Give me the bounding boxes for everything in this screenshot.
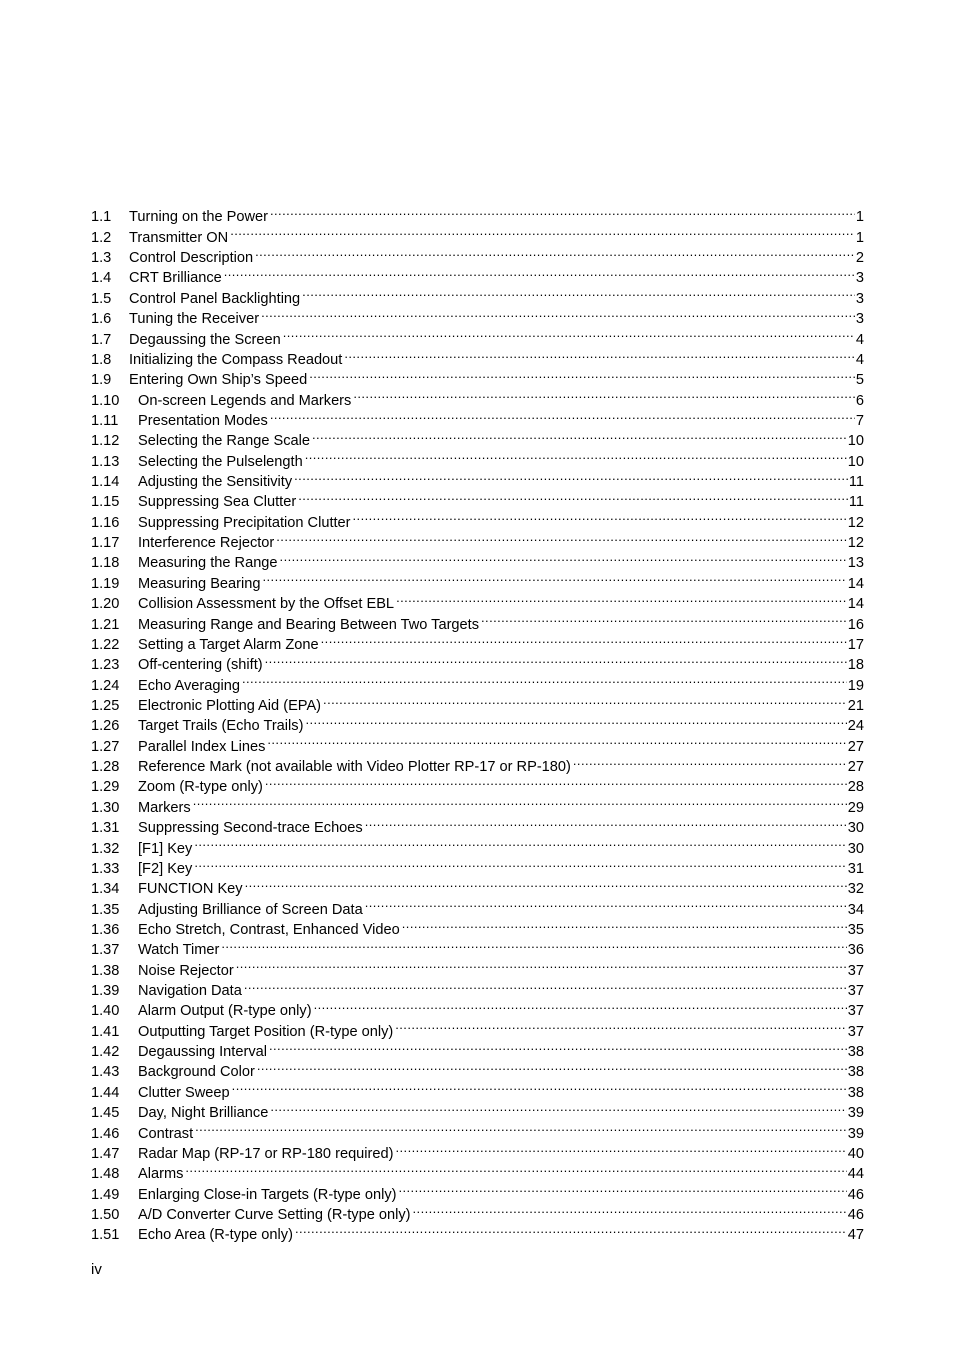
toc-dot-leader [222,262,855,282]
toc-entry-title: Enlarging Close-in Targets (R-type only) [138,1186,397,1203]
toc-dot-leader [261,567,847,587]
toc-entry[interactable] [91,1138,864,1162]
toc-dot-leader [479,608,847,628]
toc-entry-page: 3 [855,290,864,307]
toc-entry-page: 44 [847,1166,864,1183]
toc-entry-number: 1.5 [91,290,112,307]
toc-entry-page: 37 [847,962,864,979]
toc-entry-page: 1 [855,209,864,226]
toc-entry-page: 6 [855,392,864,409]
toc-dot-leader [228,221,855,241]
table-of-contents [91,201,864,1244]
toc-dot-leader [293,1219,847,1239]
toc-entry-title: Day, Night Brilliance [138,1105,269,1122]
toc-entry-page: 39 [847,1125,864,1142]
toc-entry-title: Transmitter ON [129,229,229,246]
toc-entry-number: 1.49 [91,1186,120,1203]
toc-entry[interactable] [91,1178,864,1203]
toc-dot-leader [192,832,846,852]
toc-entry-number: 1.34 [91,881,120,898]
toc-entry-title: Alarm Output (R-type only) [138,1003,312,1020]
toc-entry-number: 1.7 [91,331,112,348]
toc-entry[interactable] [91,791,864,816]
toc-dot-leader [265,730,846,750]
toc-dot-leader [243,873,847,893]
toc-entry-page: 10 [847,453,864,470]
toc-entry-number: 1.12 [91,433,120,450]
toc-entry-number: 1.16 [91,514,120,531]
toc-entry-page: 37 [847,1003,864,1020]
toc-entry-number: 1.1 [91,209,112,226]
toc-entry-title: Measuring the Range [138,555,278,572]
toc-entry-page: 10 [847,433,864,450]
toc-entry[interactable] [91,832,864,857]
toc-entry-page: 3 [855,311,864,328]
toc-dot-leader [263,771,847,791]
toc-entry-title: FUNCTION Key [138,881,243,898]
toc-entry-number: 1.10 [91,392,120,409]
toc-entry-number: 1.47 [91,1145,120,1162]
toc-entry-title: Parallel Index Lines [138,738,266,755]
toc-dot-leader [321,690,847,710]
toc-entry-title: Markers [138,799,191,816]
toc-entry-number: 1.41 [91,1023,120,1040]
toc-entry-page: 19 [847,677,864,694]
toc-dot-leader [268,405,855,425]
toc-entry-page: 11 [848,494,864,511]
toc-entry-title: Outputting Target Position (R-type only) [138,1023,394,1040]
toc-entry-number: 1.28 [91,759,120,776]
toc-entry-title: Entering Own Ship’s Speed [129,372,308,389]
toc-entry-page: 12 [847,514,864,531]
toc-entry-title: Clutter Sweep [138,1084,230,1101]
toc-dot-leader [242,975,847,995]
toc-entry[interactable] [91,873,864,898]
toc-entry-title: Echo Stretch, Contrast, Enhanced Video [138,921,400,938]
toc-entry-page: 38 [847,1084,864,1101]
toc-entry-title: Turning on the Power [129,209,268,226]
toc-entry-title: Initializing the Compass Readout [129,351,343,368]
toc-entry-title: Control Description [129,250,254,267]
toc-entry-page: 36 [847,942,864,959]
toc-entry-title: Tuning the Receiver [129,311,260,328]
toc-entry-number: 1.46 [91,1125,120,1142]
toc-entry-title: Zoom (R-type only) [138,779,263,796]
toc-entry-number: 1.2 [91,229,112,246]
toc-entry-page: 47 [847,1227,864,1244]
toc-dot-leader [319,629,847,649]
toc-dot-leader [191,791,847,811]
toc-entry-title: Suppressing Second-trace Echoes [138,820,363,837]
toc-entry-title: Setting a Target Alarm Zone [138,636,319,653]
toc-entry-number: 1.15 [91,494,120,511]
toc-entry[interactable] [91,1117,864,1142]
toc-entry-number: 1.39 [91,983,120,1000]
toc-entry-page: 29 [847,799,864,816]
toc-entry-page: 30 [847,820,864,837]
toc-entry-title: [F1] Key [138,840,193,857]
toc-dot-leader [310,425,847,445]
toc-entry-number: 1.36 [91,921,120,938]
toc-entry-page: 13 [847,555,864,572]
toc-entry-title: Interference Rejector [138,535,275,552]
toc-entry-page: 32 [847,881,864,898]
toc-entry-title: Adjusting the Sensitivity [138,474,293,491]
toc-entry-page: 40 [847,1145,864,1162]
toc-entry-page: 30 [847,840,864,857]
toc-entry-number: 1.33 [91,860,120,877]
toc-entry-title: Watch Timer [138,942,220,959]
toc-entry-title: [F2] Key [138,860,193,877]
toc-entry-page: 38 [847,1044,864,1061]
toc-entry-title: Echo Averaging [138,677,240,694]
toc-dot-leader [363,812,847,832]
toc-entry-number: 1.6 [91,311,112,328]
toc-entry-page: 27 [847,738,864,755]
toc-entry-page: 28 [847,779,864,796]
toc-entry-title: Electronic Plotting Aid (EPA) [138,697,322,714]
toc-entry-page: 4 [855,351,864,368]
toc-entry-number: 1.3 [91,250,112,267]
toc-entry-page: 5 [855,372,864,389]
toc-entry[interactable] [91,853,864,877]
toc-entry-page: 16 [847,616,864,633]
toc-dot-leader [292,466,848,486]
toc-entry-page: 4 [855,331,864,348]
toc-entry-page: 1 [855,229,864,246]
toc-dot-leader [263,649,847,669]
toc-entry-page: 3 [855,270,864,287]
toc-entry-number: 1.4 [91,270,112,287]
toc-dot-leader [303,710,846,730]
toc-dot-leader [267,1036,847,1056]
toc-dot-leader [219,934,846,954]
toc-entry-number: 1.14 [91,474,120,491]
toc-entry-title: Suppressing Sea Clutter [138,494,297,511]
toc-entry-title: Measuring Range and Bearing Between Two Targets [138,616,480,633]
toc-entry-number: 1.31 [91,820,120,837]
toc-entry-number: 1.26 [91,718,120,735]
toc-entry-page: 37 [847,983,864,1000]
toc-entry-number: 1.48 [91,1166,120,1183]
toc-entry-title: Selecting the Pulselength [138,453,303,470]
toc-entry-number: 1.38 [91,962,120,979]
toc-entry-page: 14 [847,596,864,613]
toc-entry-number: 1.20 [91,596,120,613]
toc-entry-number: 1.19 [91,575,120,592]
toc-dot-leader [396,1178,846,1198]
page-number: iv [91,1261,102,1278]
toc-entry-number: 1.23 [91,657,120,674]
toc-entry-title: Alarms [138,1166,184,1183]
toc-entry[interactable] [91,1158,864,1183]
toc-entry-page: 24 [847,718,864,735]
toc-entry-page: 46 [847,1206,864,1223]
toc-entry-title: Navigation Data [138,983,242,1000]
toc-entry-title: Control Panel Backlighting [129,290,301,307]
toc-dot-leader [363,893,847,913]
toc-entry-title: Degaussing Interval [138,1044,267,1061]
toc-entry-number: 1.29 [91,779,120,796]
toc-dot-leader [400,914,847,934]
toc-entry-number: 1.43 [91,1064,120,1081]
toc-entry-number: 1.18 [91,555,120,572]
toc-entry-number: 1.25 [91,697,120,714]
toc-entry-title: Degaussing the Screen [129,331,281,348]
toc-dot-leader [351,506,847,526]
toc-entry-title: Collision Assessment by the Offset EBL [138,596,395,613]
toc-dot-leader [240,669,847,689]
toc-entry-page: 21 [847,697,864,714]
toc-dot-leader [268,201,855,221]
toc-dot-leader [281,323,855,343]
toc-dot-leader [394,588,847,608]
toc-entry-number: 1.21 [91,616,120,633]
toc-entry-number: 1.40 [91,1003,120,1020]
toc-dot-leader [394,1138,847,1158]
toc-entry-number: 1.9 [91,372,112,389]
toc-entry-title: Off-centering (shift) [138,657,263,674]
toc-entry-number: 1.35 [91,901,120,918]
toc-dot-leader [571,751,847,771]
toc-dot-leader [268,1097,846,1117]
toc-entry-page: 12 [847,535,864,552]
toc-entry-page: 27 [847,759,864,776]
toc-entry-page: 18 [847,657,864,674]
toc-entry-number: 1.22 [91,636,120,653]
toc-dot-leader [230,1076,847,1096]
toc-entry-page: 38 [847,1064,864,1081]
toc-entry-number: 1.30 [91,799,120,816]
toc-entry-number: 1.32 [91,840,120,857]
toc-entry-page: 11 [848,474,864,491]
toc-dot-leader [278,547,847,567]
toc-dot-leader [411,1199,847,1219]
toc-entry-number: 1.24 [91,677,120,694]
toc-dot-leader [351,384,855,404]
toc-dot-leader [312,995,847,1015]
toc-entry-number: 1.45 [91,1105,120,1122]
toc-entry-page: 14 [847,575,864,592]
toc-dot-leader [274,527,846,547]
toc-dot-leader [183,1158,846,1178]
toc-entry-page: 46 [847,1186,864,1203]
toc-entry-page: 35 [847,921,864,938]
toc-dot-leader [303,445,847,465]
toc-entry-page: 31 [847,860,864,877]
toc-entry-number: 1.42 [91,1044,120,1061]
toc-entry-page: 2 [855,250,864,267]
toc-entry-title: Echo Area (R-type only) [138,1227,293,1244]
toc-dot-leader [255,1056,847,1076]
toc-entry-number: 1.44 [91,1084,120,1101]
toc-dot-leader [259,303,855,323]
toc-entry-title: Adjusting Brilliance of Screen Data [138,901,363,918]
toc-dot-leader [234,954,847,974]
toc-dot-leader [193,1117,847,1137]
toc-entry-number: 1.37 [91,942,120,959]
toc-entry-title: On-screen Legends and Markers [138,392,352,409]
toc-dot-leader [300,282,855,302]
toc-entry-number: 1.51 [91,1227,120,1244]
toc-dot-leader [393,1015,847,1035]
toc-entry-page: 17 [847,636,864,653]
toc-entry-title: Suppressing Precipitation Clutter [138,514,351,531]
toc-entry-title: Target Trails (Echo Trails) [138,718,304,735]
toc-entry-number: 1.8 [91,351,112,368]
toc-dot-leader [307,364,855,384]
toc-entry-number: 1.17 [91,535,120,552]
toc-entry-page: 34 [847,901,864,918]
toc-entry-title: Measuring Bearing [138,575,261,592]
toc-dot-leader [192,853,846,873]
toc-entry[interactable] [91,201,864,226]
toc-entry-title: Presentation Modes [138,412,268,429]
toc-entry-title: Contrast [138,1125,194,1142]
toc-dot-leader [342,344,855,364]
toc-entry-title: Noise Rejector [138,962,234,979]
toc-entry-page: 37 [847,1023,864,1040]
toc-entry[interactable] [91,812,864,837]
toc-dot-leader [253,242,855,262]
toc-entry-title: Radar Map (RP-17 or RP-180 required) [138,1145,394,1162]
toc-entry-title: Background Color [138,1064,255,1081]
toc-entry-title: A/D Converter Curve Setting (R-type only) [138,1206,411,1223]
toc-entry-number: 1.27 [91,738,120,755]
toc-entry-title: CRT Brilliance [129,270,222,287]
toc-entry-number: 1.11 [91,412,119,429]
toc-entry-number: 1.50 [91,1206,120,1223]
toc-entry-number: 1.13 [91,453,120,470]
toc-dot-leader [296,486,848,506]
toc-entry-page: 39 [847,1105,864,1122]
toc-entry-title: Selecting the Range Scale [138,433,310,450]
toc-entry-title: Reference Mark (not available with Video Plotter RP-17 or RP-180) [138,759,571,776]
toc-entry-page: 7 [855,412,864,429]
